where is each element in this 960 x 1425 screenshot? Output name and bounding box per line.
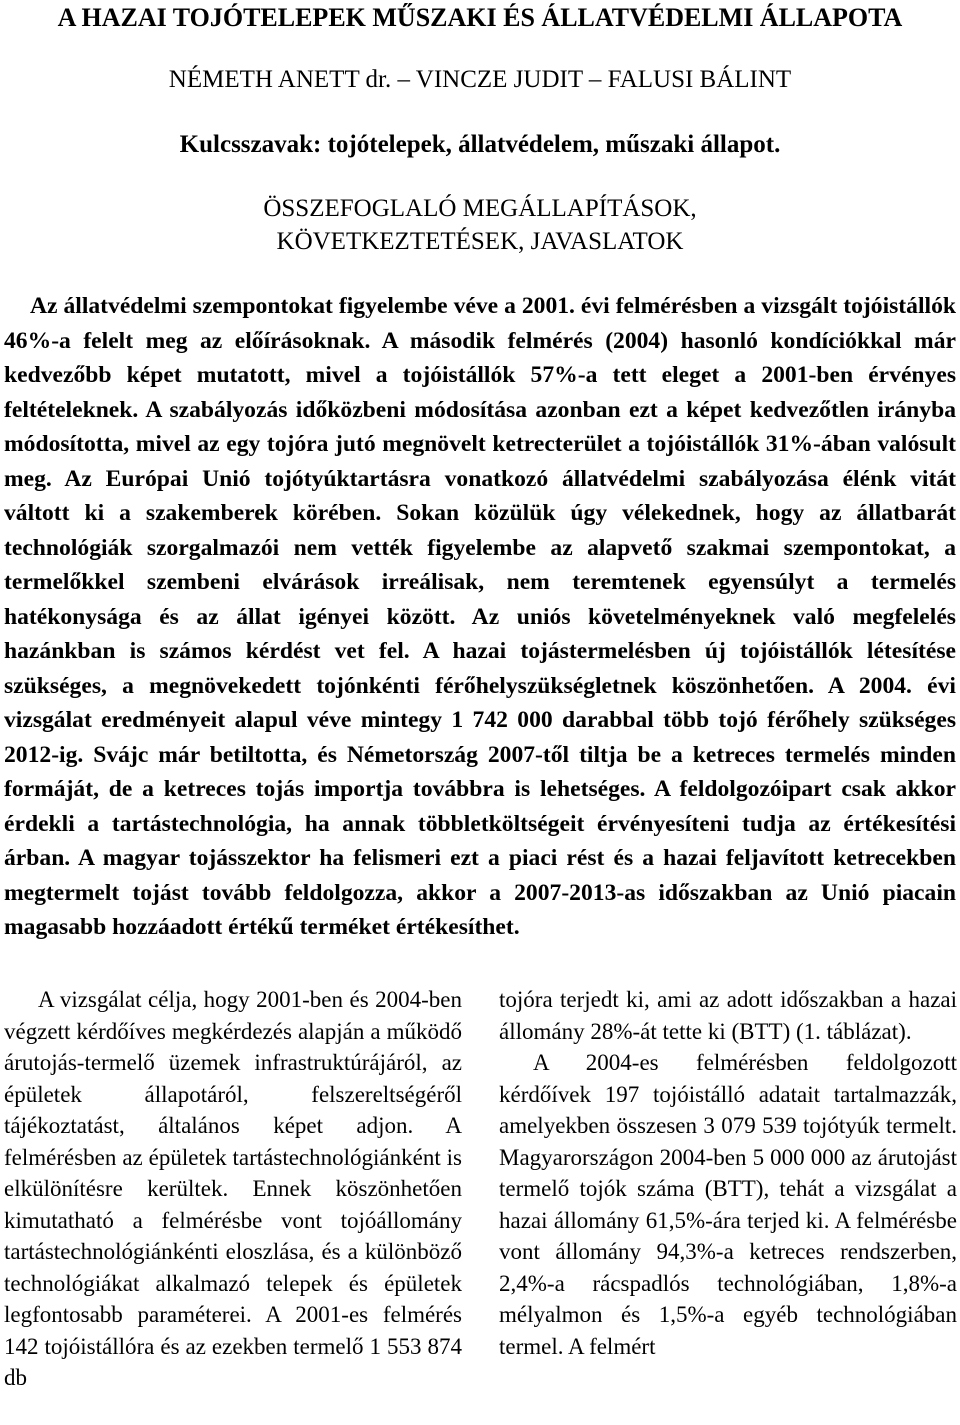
paper-title: A HAZAI TOJÓTELEPEK MŰSZAKI ÉS ÁLLATVÉDELMI ÁLLAPOTA bbox=[57, 3, 903, 32]
body-paragraph: A 2004-es felmérésben feldolgozott kérdőívek 197 tojóistálló adatait tartalmazzák, amelyekben összesen 3 079 539 tojótyúk termelt. Magyarországon 2004-ben 5 000 000 az árutojást termelő tojók száma (BTT), tehát a vizsgálat a hazai állomány 61,5%-ára terjed ki. A felmérésbe vont állomány 94,3%-a ketreces rendszerben, 2,4%-a rácspadlós technológiában, 1,8%-a mélyalmon és 1,5%-a egyéb technológiában termel. A felmért bbox=[499, 1050, 957, 1359]
section-heading-line: KÖVETKEZTETÉSEK, JAVASLATOK bbox=[276, 228, 684, 255]
body-column-left bbox=[4, 984, 462, 1394]
section-heading bbox=[0, 192, 960, 258]
authors: NÉMETH ANETT dr. – VINCZE JUDIT – FALUSI BÁLINT bbox=[168, 66, 792, 93]
summary-paragraph: Az állatvédelmi szempontokat figyelembe véve a 2001. évi felmérésben a vizsgált tojóistállók 46%-a felelt meg az előírásoknak. A második felmérés (2004) hasonló kondíciókkal már kedvezőbb képet mutatott, mivel a tojóistállók 57%-a tett eleget a 2001-ben érvényes feltételeknek. A szabályozás időközbeni módosítása azonban ezt a képet kedvezőtlen irányba módosította, mivel az egy tojóra jutó megnövelt ketrecterület a tojóistállók 31%-ában valósult meg. Az Európai Unió tojótyúktartásra vonatkozó állatvédelmi szabályozása élénk vitát váltott ki a szakemberek körében. Sokan közülük úgy vélekednek, hogy az állatbarát technológiák szorgalmazói nem vették figyelembe az alapvető szakmai szempontokat, a termelőkkel szembeni elvárások irreálisak, nem teremtenek egyensúlyt a termelés hatékonysága és az állat igényei között. Az uniós követelményeknek való megfelelés hazánkban is számos kérdést vet fel. A hazai tojástermelésben új tojóistállók létesítése szükséges, a megnövekedett tojónkénti férőhelyszükségletnek köszönhetően. A 2004. évi vizsgálat eredményeit alapul véve mintegy 1 742 000 darabbal több tojó férőhely szükséges 2012-ig. Svájc már betiltotta, és Németország 2007-től tiltja be a ketreces termelés minden formáját, de a ketreces tojás importja továbbra is lehetséges. A feldolgozóipart csak akkor érdekli a tartástechnológia, ha annak többletköltségeit érvényesíteni tudja az értékesítési árban. A magyar tojásszektor ha felismeri ezt a piaci rést és a hazai feljavított ketrecekben megtermelt tojást tovább feldolgozza, akkor a 2007-2013-as időszakban az Unió piacain magasabb hozzáadott értékű terméket értékesíthet. bbox=[4, 293, 956, 940]
body-paragraph-container bbox=[499, 1047, 957, 1362]
keywords: Kulcsszavak: tojótelepek, állatvédelem, műszaki állapot. bbox=[179, 131, 781, 158]
body-paragraph: A vizsgálat célja, hogy 2001-ben és 2004-ben végzett kérdőíves megkérdezés alapján a működő árutojás-termelő üzemek infrastruktúrájáról, az épületek állapotáról, felszereltségéről tájékoztatást, általános képet adjon. A felmérésben az épületek tartástechnológiánként is elkülönítésre kerültek. Ennek köszönhetően kimutatható a felmérésbe vont tojóállomány tartástechnológiánkénti eloszlása, és a különböző technológiákat alkalmazó telepek és épületek legfontosabb paraméterei. A 2001-es felmérés 142 tojóistállóra és az ezekben termelő 1 553 874 db bbox=[4, 987, 462, 1390]
section-heading-line: ÖSSZEFOGLALÓ MEGÁLLAPÍTÁSOK, bbox=[263, 195, 697, 222]
body-paragraph: tojóra terjedt ki, ami az adott időszakban a hazai állomány 28%-át tette ki (BTT) (1. táblázat). bbox=[499, 987, 957, 1044]
body-column-right bbox=[499, 984, 957, 1362]
